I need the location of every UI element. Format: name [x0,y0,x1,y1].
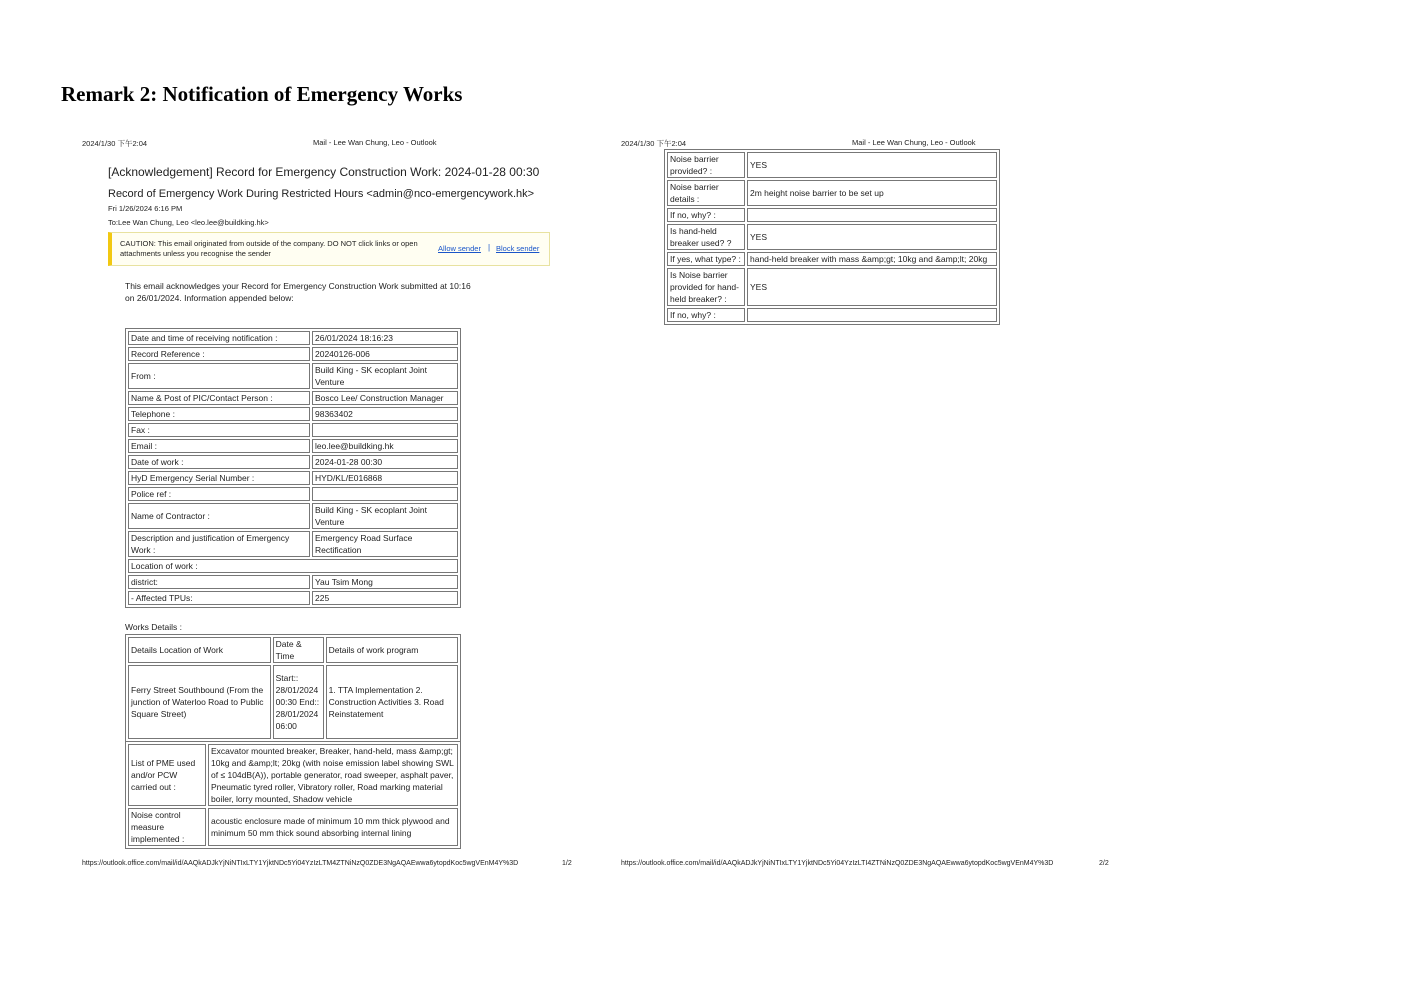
record-value: Build King - SK ecoplant Joint Venture [312,363,458,389]
record-label: district: [128,575,310,589]
row-value: YES [747,152,997,178]
work-datetime: Start:: 28/01/2024 00:30 End:: 28/01/2024 06:00 [273,665,324,739]
acknowledgement-intro: This email acknowledges your Record for Emergency Construction Work submitted at 10:16 on 26/01/2024. Information appended below: [125,281,471,303]
table-row [128,423,458,437]
table-row [128,665,458,739]
record-label: Record Reference : [128,347,310,361]
table-row [128,744,458,806]
row-label: Noise barrier details : [667,180,745,206]
row-label: If no, why? : [667,208,745,222]
pme-noise-table [125,741,461,849]
link-separator: | [488,243,491,252]
table-row [128,363,458,389]
table-row [667,180,997,206]
table-row [128,391,458,405]
record-label: Name & Post of PIC/Contact Person : [128,391,310,405]
table-row [667,308,997,322]
pme-value: Excavator mounted breaker, Breaker, hand-held, mass &amp;gt; 10kg and &amp;lt; 20kg (with noise emission label showing SWL of ≤ 104dB(A)), portable generator, road sweeper, asphalt paver, Pneumatic tyred roller, Vibratory roller, Road marking material boiler, lorry mounted, Shadow vehicle [208,744,458,806]
table-row [667,252,997,266]
record-label: Description and justification of Emergency Work : [128,531,310,557]
record-value: 20240126-006 [312,347,458,361]
column-header: Date & Time [273,637,324,663]
record-label: Date and time of receiving notification : [128,331,310,345]
table-row [128,487,458,501]
record-label: Email : [128,439,310,453]
record-label: Location of work : [128,559,458,573]
row-value [747,208,997,222]
table-row [667,224,997,250]
record-value: 2024-01-28 00:30 [312,455,458,469]
print-header-datetime: 2024/1/30 下午2:04 [621,139,687,148]
print-header-title: Mail - Lee Wan Chung, Leo - Outlook [852,138,976,147]
row-value: YES [747,224,997,250]
table-row [128,439,458,453]
email-recipient: To:Lee Wan Chung, Leo <leo.lee@buildking.hk> [108,218,269,227]
table-row [128,808,458,846]
table-row [667,268,997,306]
noise-control-value: acoustic enclosure made of minimum 10 mm thick plywood and minimum 50 mm thick sound absorbing internal lining [208,808,458,846]
works-details-label: Works Details : [125,622,182,632]
record-details-table [125,328,461,608]
record-value: Build King - SK ecoplant Joint Venture [312,503,458,529]
works-details-table [125,634,461,742]
row-value: hand-held breaker with mass &amp;gt; 10kg and &amp;lt; 20kg [747,252,997,266]
record-label: Telephone : [128,407,310,421]
printed-email-page-1 [82,132,582,872]
print-footer-url: https://outlook.office.com/mail/id/AAQkADJkYjNiNTIxLTY1YjktNDc5Yi04YzIzLTM4ZTNiNzQ0ZDE3NgAQAEwwa6ytopdKoc5wgVEnM4Y%3D [82,860,519,867]
record-value [312,423,458,437]
table-row [128,503,458,529]
print-footer-url: https://outlook.office.com/mail/id/AAQkADJkYjNiNTIxLTY1YjktNDc5Yi04YzIzLTI4ZTNiNzQ0ZDE3NgAQAEwwa6ytopdKoc5wgVEnM4Y%3D [621,860,1054,867]
record-value: Yau Tsim Mong [312,575,458,589]
record-value: Emergency Road Surface Rectification [312,531,458,557]
printed-email-page-2 [621,132,1121,872]
noise-control-label: Noise control measure implemented : [128,808,206,846]
table-row [128,455,458,469]
pme-label: List of PME used and/or PCW carried out : [128,744,206,806]
table-row [667,152,997,178]
record-label: HyD Emergency Serial Number : [128,471,310,485]
print-header-datetime: 2024/1/30 下午2:04 [82,139,148,148]
allow-sender-link[interactable]: Allow sender [438,244,481,253]
row-label: If yes, what type? : [667,252,745,266]
table-row [128,591,458,605]
row-value: YES [747,268,997,306]
email-sender: Record of Emergency Work During Restricted Hours <admin@nco-emergencywork.hk> [108,188,535,200]
table-row [128,347,458,361]
column-header: Details Location of Work [128,637,271,663]
record-value: 225 [312,591,458,605]
table-row [128,407,458,421]
noise-barrier-table [664,149,1000,325]
row-value [747,308,997,322]
row-label: Is Noise barrier provided for hand-held breaker? : [667,268,745,306]
record-label: Name of Contractor : [128,503,310,529]
record-label: Date of work : [128,455,310,469]
record-value: HYD/KL/E016868 [312,471,458,485]
row-label: Noise barrier provided? : [667,152,745,178]
print-header-title: Mail - Lee Wan Chung, Leo - Outlook [313,138,437,147]
record-value: Bosco Lee/ Construction Manager [312,391,458,405]
table-row [128,575,458,589]
caution-text: CAUTION: This email originated from outside of the company. DO NOT click links or open attachments unless you recognise the sender [120,239,418,258]
table-header-row [128,637,458,663]
table-row [128,471,458,485]
record-label: - Affected TPUs: [128,591,310,605]
print-footer-page-number: 2/2 [1099,860,1109,867]
print-footer-page-number: 1/2 [562,860,572,867]
row-value: 2m height noise barrier to be set up [747,180,997,206]
table-row [128,331,458,345]
record-value: leo.lee@buildking.hk [312,439,458,453]
record-value: 98363402 [312,407,458,421]
table-row [128,531,458,557]
record-value [312,487,458,501]
record-label: From : [128,363,310,389]
column-header: Details of work program [326,637,458,663]
row-label: If no, why? : [667,308,745,322]
email-subject: [Acknowledgement] Record for Emergency Construction Work: 2024-01-28 00:30 [108,165,540,179]
work-program: 1. TTA Implementation 2. Construction Activities 3. Road Reinstatement [326,665,458,739]
record-label: Police ref : [128,487,310,501]
record-label: Fax : [128,423,310,437]
record-value: 26/01/2024 18:16:23 [312,331,458,345]
email-sent-date: Fri 1/26/2024 6:16 PM [108,204,183,213]
external-sender-caution-banner [108,232,550,266]
table-row [667,208,997,222]
work-location: Ferry Street Southbound (From the junction of Waterloo Road to Public Square Street) [128,665,271,739]
row-label: Is hand-held breaker used? ? [667,224,745,250]
table-row [128,559,458,573]
block-sender-link[interactable]: Block sender [496,244,540,253]
document-title: Remark 2: Notification of Emergency Works [61,82,463,106]
